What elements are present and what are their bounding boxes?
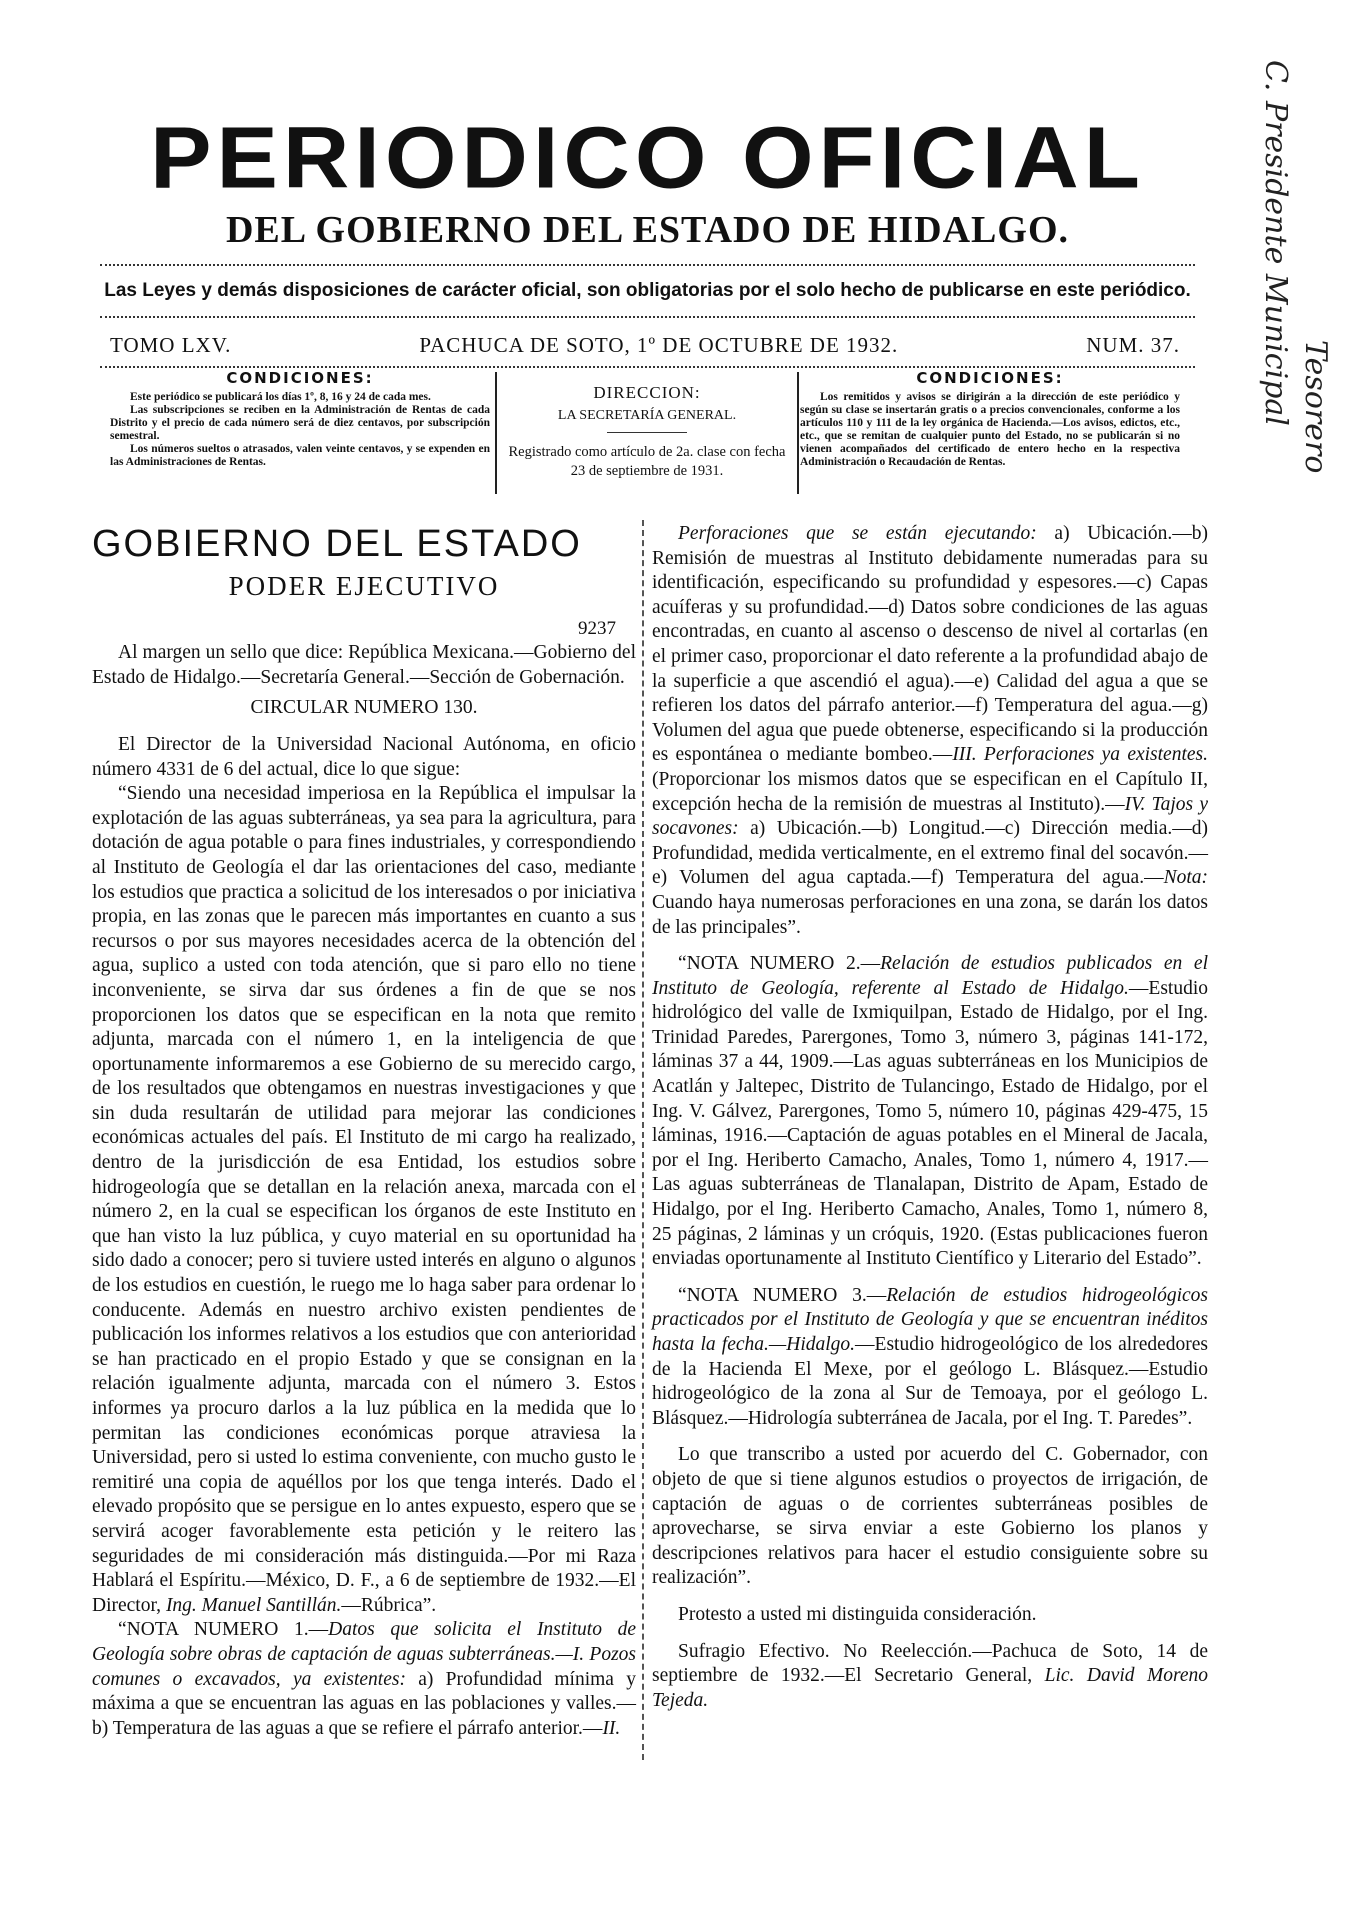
text-run: Protesto a usted mi distinguida consideración. bbox=[678, 1603, 1037, 1625]
italic-text: III. Perforaciones ya existentes. bbox=[952, 744, 1208, 766]
text-run: —Rúbrica”. bbox=[341, 1594, 437, 1616]
right-column bbox=[652, 522, 1208, 1713]
condition-text: Este periódico se publicará los días 1º, 8, 16 y 24 de cada mes. bbox=[130, 391, 431, 403]
direccion-body: LA SECRETARÍA GENERAL. bbox=[557, 408, 737, 423]
text-run: Lo que transcribo a usted por acuerdo del C. Gobernador, con objeto de que si tiene algunos estudios o proyectos de irrigación, de captación de aguas o de corrientes subterráneas posibles de aprovecharse, se sirva enviar a este Gobierno los planos y descripciones relativos para hacer el estudio consiguiente sobre su realización”. bbox=[652, 1444, 1208, 1589]
divider bbox=[607, 432, 687, 433]
registro-text: Registrado como artículo de 2a. clase con fecha 23 de septiembre de 1931. bbox=[508, 444, 786, 479]
article-paragraph bbox=[92, 782, 636, 1618]
italic-text: Nota: bbox=[1163, 867, 1208, 889]
handwritten-note: C. Presidente Municipal bbox=[1258, 60, 1293, 426]
condition-text: Los números sueltos o atrasados, valen veinte centavos, y se expenden en las Administraciones de Rentas. bbox=[110, 443, 490, 468]
condition-text: Los remitidos y avisos se dirigirán a la dirección de este periódico y según su clase se insertarán gratis o a precios convencionales, conforme a los artículos 110 y 111 de la ley orgánica de Hacienda.—Los avisos, edictos, etc., etc., que se remitan de cualquier punto del Estado, no se publicarán si no vienen acompañados del certificado de entero hecho en la respectiva Administración o Recaudación de Rentas. bbox=[800, 391, 1180, 468]
article-paragraph bbox=[92, 641, 636, 690]
handwritten-annotation bbox=[1258, 60, 1338, 580]
divider bbox=[100, 366, 1195, 368]
conditions-heading: CONDICIONES: bbox=[226, 369, 374, 387]
text-run: “NOTA NUMERO 3.— bbox=[678, 1284, 887, 1306]
condition-text: Las subscripciones se reciben en la Administración de Rentas de cada Distrito y el precio de cada número será de diez centavos, por subscripción semestral. bbox=[110, 404, 490, 442]
text-run: (Proporcionar los mismos datos que se especifican en el Capítulo II, excepción hecha de la remisión de muestras al Instituto).— bbox=[652, 768, 1208, 815]
italic-text: II. bbox=[602, 1717, 621, 1739]
article-paragraph bbox=[92, 733, 636, 782]
article-paragraph bbox=[652, 1640, 1208, 1714]
italic-text: Datos que solicita el Instituto de Geología sobre obras de captación de aguas subterráneas.—I. Pozos comunes o excavados, ya existentes: bbox=[92, 1619, 636, 1690]
conditions-right-box bbox=[800, 369, 1180, 494]
italic-text: Relación de estudios hidrogeológicos practicados por el Instituto de Geología y que se encuentran inéditos hasta la fecha.—Hidalgo. bbox=[652, 1284, 1208, 1355]
text-run: “NOTA NUMERO 2.— bbox=[678, 953, 881, 975]
italic-text: IV. Tajos y socavones: bbox=[652, 793, 1209, 840]
document-number: 9237 bbox=[578, 617, 616, 639]
divider bbox=[100, 264, 1195, 266]
text-run: Al margen un sello que dice: República Mexicana.—Gobierno del Estado de Hidalgo.—Secretaría General.—Sección de Gobernación. bbox=[92, 642, 636, 688]
text-run: Sufragio Efectivo. No Reelección.—Pachuca de Soto, 14 de septiembre de 1932.—El Secretario General, bbox=[652, 1640, 1208, 1687]
section-heading: GOBIERNO DEL ESTADO bbox=[92, 523, 582, 565]
volume: TOMO LXV. bbox=[110, 333, 232, 357]
text-run: Cuando haya numerosas perforaciones en una zona, se darán los datos de las principales”. bbox=[652, 891, 1208, 938]
text-run: “NOTA NUMERO 1.— bbox=[118, 1619, 329, 1641]
text-run: —Estudio hidrogeológico de los alrededores de la Hacienda El Mexe, por el geólogo L. Blásquez.—Estudio hidrogeológico de la zona al Sur de Temoaya, por el geólogo L. Blásquez.—Hidrología subterránea de Jacala, por el Ing. T. Paredes”. bbox=[652, 1334, 1208, 1429]
text-run: “Siendo una necesidad imperiosa en la República el impulsar la explotación de las aguas subterráneas, ya sea para la agricultura, para dotación de agua potable o para fines industriales, y correspondiendo al Instituto de Geología el dar las orientaciones del caso, mediante los estudios que practica a solicitud de los interesados o por iniciativa propia, en las zonas que le parecen más importantes en cuanto a sus recursos o por sus mayores necesidades acerca de la obtención del agua, suplico a usted con toda atención, que si paro ello no tiene inconveniente, se sirva dar sus órdenes a fin de que se nos proporcionen los datos que se especifican en la nota que remito adjunta, marcada con el número 1, en la inteligencia de que oportunamente informaremos a ese Gobierno de su merecido cargo, de los resultados que obtengamos en nuestras investigaciones y que sin duda resultarán de utilidad para mejorar las condiciones económicas actuales del país. El Instituto de mi cargo ha realizado, dentro de la jurisdicción de esa Entidad, los estudios sobre hidrogeología que se detallan en la relación anexa, marcada con el número 2, en la cual se especifican los órganos de este Instituto en que han visto la luz pública, y cuyo material en su oportunidad ha sido dado a conocer; pero si tuviere usted interés en alguno o algunos de los estudios en cuestión, le ruego me lo haga saber para ordenar lo conducente. Además en nuestro archivo existen pendientes de publicación los informes relativos a los estudios que con anterioridad se han practicado en el propio Estado y que se consignan en la relación igualmente adjunta, marcada con el número 3. Estos informes ya procuro darlos a la luz pública en la medida que lo permitan las condiciones económicas porque atraviesa la Universidad, pero si usted lo estima conveniente, con mucho gusto le remitiré una copia de aquéllos por los que tenga interés. Dado el elevado propósito que se persigue en lo antes expuesto, espero que se servirá acoger favorablemente esta petición y le reitero las seguridades de mi consideración más distinguida.—Por mi Raza Hablará el Espíritu.—México, D. F., a 6 de septiembre de 1932.—El Director, bbox=[92, 783, 636, 1616]
legal-notice: Las Leyes y demás disposiciones de carácter oficial, son obligatorias por el solo hecho de publicarse en este periódico. bbox=[104, 280, 1191, 301]
conditions-heading: CONDICIONES: bbox=[916, 369, 1064, 387]
article-paragraph bbox=[652, 1603, 1208, 1628]
text-run: a) Ubicación.—b) Longitud.—c) Dirección media.—d) Profundidad, medida verticalmente, en el extremo final del socavón.—e) Volumen del agua captada.—f) Temperatura del agua.— bbox=[652, 818, 1208, 889]
issue-line bbox=[110, 333, 1180, 358]
conditions-left-box bbox=[110, 369, 490, 494]
italic-text: Perforaciones que se están ejecutando: bbox=[678, 523, 1037, 544]
handwritten-note: Tesorero bbox=[1298, 340, 1333, 474]
text-run: —Estudio hidrológico del valle de Ixmiquilpan, Estado de Hidalgo, por el Ing. Trinidad Paredes, Parergones, Tomo 3, número 3, páginas 141-172, láminas 37 a 44, 1909.—Las aguas subterráneas en los Municipios de Acatlán y Jaltepec, Distrito de Tulancingo, Estado de Hidalgo, por el Ing. V. Gálvez, Parergones, Tomo 5, número 10, páginas 429-475, 15 láminas, 1916.—Captación de aguas potables en el Mineral de Jacala, por el Ing. Heriberto Camacho, Anales, Tomo 1, número 4, 1917.—Las aguas subterráneas de Tlanalapan, Distrito de Apam, Estado de Hidalgo, por el Ing. Heriberto Camacho, Anales, Tomo 1, número 8, 25 páginas, 2 láminas y un cróquis, 1920. (Estas publicaciones fueron enviadas oportunamente al Instituto Científico y Literario del Estado”. bbox=[652, 977, 1208, 1270]
issue-number: NUM. 37. bbox=[1086, 333, 1180, 357]
text-run: a) Profundidad mínima y máxima a que se encuentran las aguas en las poblaciones y valles.—b) Temperatura de las aguas a que se refiere el párrafo anterior.— bbox=[92, 1668, 636, 1739]
subsection-heading: PODER EJECUTIVO bbox=[228, 571, 500, 601]
article-paragraph bbox=[92, 1618, 636, 1741]
left-column bbox=[92, 522, 636, 1741]
divider bbox=[100, 316, 1195, 318]
circular-title: CIRCULAR NUMERO 130. bbox=[250, 697, 478, 719]
direccion-heading: DIRECCION: bbox=[593, 383, 701, 402]
italic-text: Relación de estudios publicados en el Instituto de Geología, referente al Estado de Hidalgo. bbox=[652, 953, 1208, 999]
article-paragraph bbox=[652, 1443, 1208, 1591]
article-paragraph bbox=[652, 522, 1208, 940]
text-run: El Director de la Universidad Nacional Autónoma, en oficio número 4331 de 6 del actual, dice lo que sigue: bbox=[92, 733, 636, 780]
place-date: PACHUCA DE SOTO, 1º DE OCTUBRE DE 1932. bbox=[419, 333, 899, 357]
newspaper-subtitle: DEL GOBIERNO DEL ESTADO DE HIDALGO. bbox=[225, 209, 1070, 251]
article-paragraph bbox=[652, 952, 1208, 1272]
newspaper-title: PERIODICO OFICIAL bbox=[150, 109, 1145, 207]
italic-text: Ing. Manuel Santillán. bbox=[165, 1594, 342, 1616]
direccion-box bbox=[495, 372, 799, 494]
italic-text: Lic. David Moreno Tejeda. bbox=[652, 1665, 1208, 1711]
text-run: a) Ubicación.—b) Remisión de muestras al Instituto debidamente numeradas para su identificación, especificando su profundidad y espesores.—c) Capas acuíferas y su profundidad.—d) Datos sobre condiciones de las aguas encontradas, en cuanto al ascenso o descenso de nivel al cortarlas (en el primer caso, proporcionar el dato referente a la profundidad abajo de la superficie a que ascendió el agua).—e) Calidad del agua a que se refieren los datos del párrafo anterior.—f) Temperatura del agua.—g) Volumen del agua que puede obtenerse, especificando si la producción es espontánea o mediante bombeo.— bbox=[652, 523, 1208, 766]
column-divider bbox=[642, 520, 644, 1760]
article-paragraph bbox=[652, 1284, 1208, 1432]
